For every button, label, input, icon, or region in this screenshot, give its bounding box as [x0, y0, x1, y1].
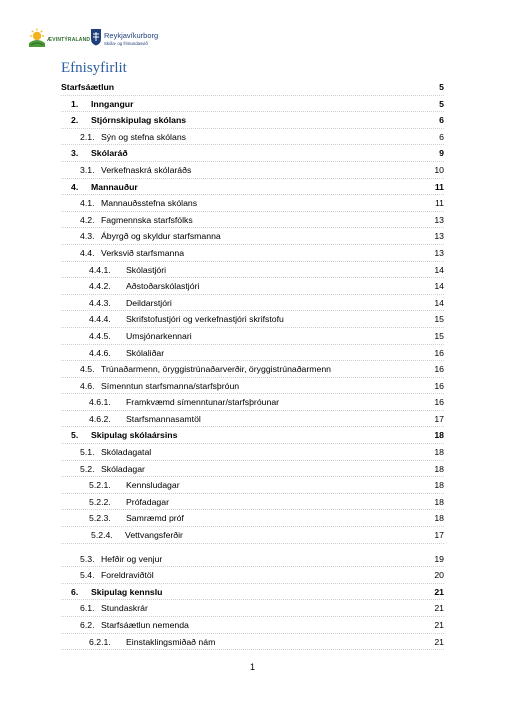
toc-entry-page: 11	[434, 181, 444, 192]
toc-entry[interactable]	[61, 328, 444, 345]
toc-entry[interactable]	[61, 361, 444, 378]
toc-entry-page: 15	[434, 330, 444, 341]
toc-entry-title: Fagmennska starfsfólks	[101, 214, 193, 225]
toc-heading: Efnisyfirlit	[61, 60, 127, 76]
toc-entry-number: 4.2.	[80, 214, 95, 225]
toc-entry[interactable]	[61, 461, 444, 478]
toc-entry-title: Ábyrgð og skyldur starfsmanna	[101, 231, 221, 242]
toc-entry[interactable]	[61, 278, 444, 295]
city-logo-subtitle: Skóla- og frístundasvið	[104, 41, 148, 46]
toc-entry-number: 6.	[71, 586, 79, 597]
toc-entry[interactable]	[61, 600, 444, 617]
toc-entry-page: 13	[434, 214, 444, 225]
toc-entry-title: Samræmd próf	[126, 513, 184, 524]
toc-entry-number: 4.4.5.	[89, 330, 111, 341]
toc-entry-number: 5.3.	[80, 553, 95, 564]
toc-entry-page: 18	[434, 447, 444, 458]
toc-entry-page: 18	[434, 430, 444, 441]
toc-entry-page: 14	[434, 297, 444, 308]
toc-entry-page: 17	[434, 413, 444, 424]
toc-entry-title: Skólastjóri	[126, 264, 167, 275]
toc-entry-title: Skrifstofustjóri og verkefnastjóri skrifstofu	[126, 314, 284, 325]
toc-entry[interactable]	[61, 567, 444, 584]
toc-entry-page: 15	[434, 314, 444, 325]
toc-entry-title: Skólaliðar	[126, 347, 165, 358]
toc-entry-title: Skólaráð	[91, 148, 128, 159]
toc-entry-page: 9	[439, 148, 444, 159]
toc-entry-page: 14	[434, 281, 444, 292]
toc-entry-page: 21	[434, 603, 444, 614]
toc-entry-title: Skóladagatal	[101, 447, 152, 458]
toc-entry-number: 4.6.1.	[89, 397, 111, 408]
toc-entry[interactable]	[61, 345, 444, 362]
toc-entry-page: 21	[434, 586, 444, 597]
toc-entry-number: 5.2.4.	[91, 530, 113, 541]
toc-entry[interactable]	[61, 179, 444, 196]
sun-logo-icon	[28, 28, 46, 48]
toc-entry-page: 16	[434, 397, 444, 408]
toc-entry[interactable]	[61, 584, 444, 601]
toc-entry[interactable]	[61, 411, 444, 428]
toc-entry-number: 3.	[71, 148, 79, 159]
toc-entry-title: Stjórnskipulag skólans	[91, 115, 187, 126]
toc-entry[interactable]	[61, 311, 444, 328]
toc-entry[interactable]	[61, 394, 444, 411]
toc-entry-title: Skóladagar	[101, 463, 145, 474]
toc-entry[interactable]	[61, 129, 444, 146]
table-of-contents	[61, 79, 444, 650]
toc-entry[interactable]	[61, 228, 444, 245]
toc-entry[interactable]	[61, 195, 444, 212]
toc-entry[interactable]	[61, 494, 444, 511]
toc-entry-number: 4.1.	[80, 198, 95, 209]
toc-entry[interactable]	[61, 245, 444, 262]
toc-entry-number: 2.1.	[80, 131, 95, 142]
toc-entry-number: 1.	[71, 98, 79, 109]
toc-entry-number: 6.2.	[80, 620, 95, 630]
toc-entry[interactable]	[61, 262, 444, 279]
toc-entry-title: Framkvæmd símenntunar/starfsþróunar	[126, 397, 280, 408]
toc-entry-number: 5.2.3.	[89, 513, 111, 524]
toc-entry-title: Inngangur	[91, 98, 134, 109]
toc-entry-page: 5	[439, 82, 444, 92]
toc-entry-page: 19	[434, 553, 444, 564]
toc-entry-number: 5.	[71, 430, 79, 441]
toc-entry[interactable]	[61, 79, 444, 96]
toc-entry[interactable]	[61, 477, 444, 494]
toc-entry-number: 5.1.	[80, 447, 95, 458]
toc-entry-page: 14	[434, 264, 444, 275]
toc-entry[interactable]	[61, 551, 444, 568]
toc-entry-number: 4.4.6.	[89, 347, 111, 358]
toc-entry-page: 13	[434, 231, 444, 242]
toc-entry-number: 5.4.	[80, 570, 95, 581]
toc-entry[interactable]	[61, 378, 444, 395]
toc-entry-number: 6.1.	[80, 603, 95, 614]
toc-entry-number: 3.1.	[80, 164, 95, 175]
toc-entry-title: Skipulag skólaársins	[91, 430, 178, 441]
toc-entry-title: Sýn og stefna skólans	[101, 131, 186, 142]
toc-entry-title: Trúnaðarmenn, öryggistrúnaðarverðir, öryggistrúnaðarmenn	[101, 364, 332, 375]
page-number: 1	[249, 662, 255, 672]
toc-entry-number: 4.	[71, 181, 79, 192]
toc-entry-page: 21	[434, 636, 444, 647]
toc-entry-title: Mannauðsstefna skólans	[101, 198, 198, 209]
toc-entry-title: Skipulag kennslu	[91, 586, 163, 597]
toc-entry-page: 10	[434, 164, 444, 175]
toc-entry-page: 18	[434, 480, 444, 491]
toc-entry-number: 4.6.2.	[89, 413, 111, 424]
toc-entry-number: 4.4.3.	[89, 297, 111, 308]
toc-entry-title: Starfsáætlun	[61, 82, 115, 92]
toc-entry-page: 18	[434, 463, 444, 474]
toc-entry[interactable]	[61, 295, 444, 312]
toc-entry-title: Verksvið starfsmanna	[101, 247, 185, 258]
toc-entry-number: 4.4.2.	[89, 281, 111, 292]
toc-entry-title: Prófadagar	[126, 496, 169, 507]
toc-entry[interactable]	[61, 112, 444, 129]
toc-entry-number: 5.2.	[80, 463, 95, 474]
toc-entry-title: Vettvangsferðir	[125, 530, 183, 541]
toc-entry-page: 16	[434, 347, 444, 358]
school-logo-text: ÆVINTÝRALAND	[47, 37, 91, 43]
toc-entry-page: 6	[439, 115, 444, 126]
toc-entry-page: 20	[434, 570, 444, 581]
toc-entry-page: 18	[434, 513, 444, 524]
toc-entry-title: Einstaklingsmiðað nám	[126, 636, 216, 647]
toc-entry-number: 4.4.4.	[89, 314, 111, 325]
toc-entry-title: Mannauður	[91, 181, 138, 192]
toc-entry-title: Starfsáætlun nemenda	[101, 620, 189, 630]
toc-entry[interactable]	[61, 634, 444, 651]
toc-entry[interactable]	[61, 212, 444, 229]
toc-entry-title: Deildarstjóri	[126, 297, 172, 308]
toc-entry[interactable]	[61, 527, 444, 544]
toc-entry-title: Símenntun starfsmanna/starfsþróun	[101, 380, 240, 391]
toc-entry-title: Verkefnaskrá skólaráðs	[101, 164, 192, 175]
toc-entry-number: 4.5.	[80, 364, 95, 375]
toc-entry-title: Aðstoðarskólastjóri	[126, 281, 200, 292]
toc-entry-page: 5	[439, 98, 444, 109]
toc-entry-number: 5.2.2.	[89, 496, 111, 507]
toc-entry-title: Stundaskrár	[101, 603, 148, 614]
toc-entry-number: 2.	[71, 115, 79, 126]
toc-entry-page: 18	[434, 496, 444, 507]
shield-icon	[90, 28, 102, 46]
toc-entry-number: 5.2.1.	[89, 480, 111, 491]
toc-entry-page: 16	[434, 364, 444, 375]
toc-entry-number: 4.4.1.	[89, 264, 111, 275]
toc-entry[interactable]	[61, 145, 444, 162]
toc-entry-title: Starfsmannasamtöl	[126, 413, 201, 424]
toc-entry-number: 4.3.	[80, 231, 95, 242]
toc-entry-title: Foreldraviðtöl	[101, 570, 154, 581]
toc-entry-page: 17	[434, 530, 444, 541]
toc-entry[interactable]	[61, 427, 444, 444]
toc-entry-number: 4.6.	[80, 380, 95, 391]
toc-entry[interactable]	[61, 162, 444, 179]
toc-entry[interactable]	[61, 617, 444, 634]
toc-entry-title: Hefðir og venjur	[101, 553, 163, 564]
toc-entry-page: 6	[439, 131, 444, 142]
toc-entry-page: 13	[434, 247, 444, 258]
toc-entry-page: 21	[434, 620, 444, 630]
toc-entry-page: 16	[434, 380, 444, 391]
toc-entry[interactable]	[61, 96, 444, 113]
toc-entry-title: Kennsludagar	[126, 480, 180, 491]
toc-entry-number: 6.2.1.	[89, 636, 111, 647]
toc-entry[interactable]	[61, 444, 444, 461]
toc-entry-title: Umsjónarkennari	[126, 330, 192, 341]
toc-entry-page: 11	[434, 198, 444, 209]
city-logo-title: Reykjavíkurborg	[104, 31, 159, 40]
toc-entry[interactable]	[61, 510, 444, 527]
toc-entry-number: 4.4.	[80, 247, 95, 258]
